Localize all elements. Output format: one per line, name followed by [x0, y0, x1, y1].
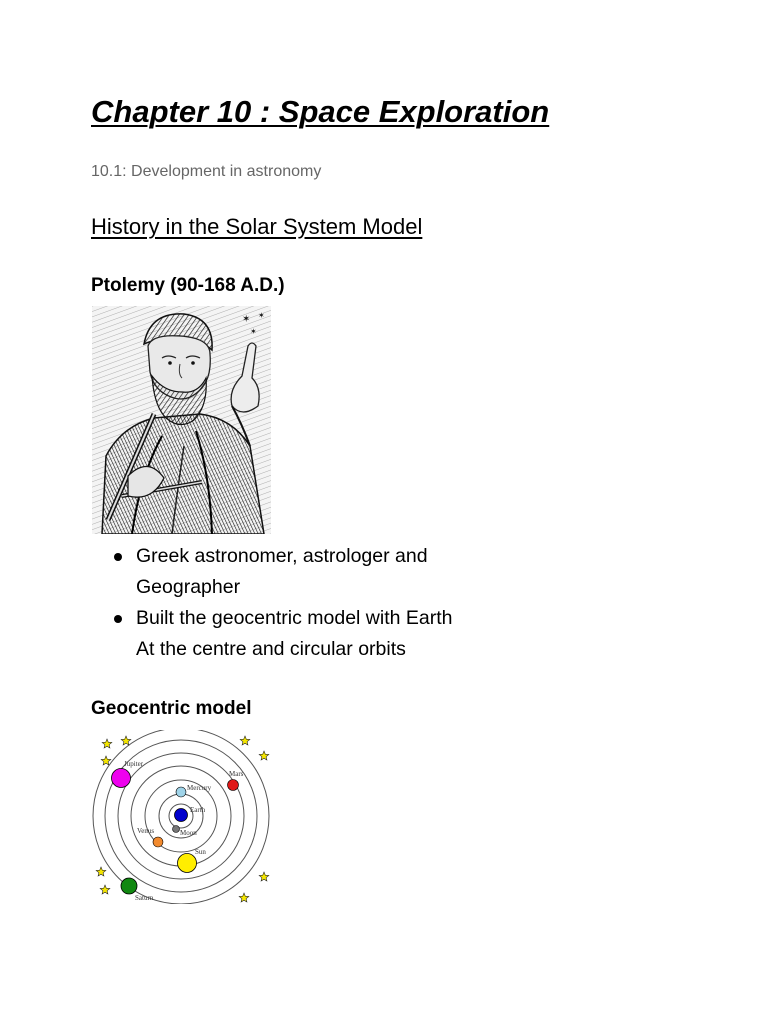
list-item	[111, 541, 531, 603]
mercury-label: Mercury	[187, 784, 212, 792]
chapter-title: Chapter 10 : Space Exploration	[91, 94, 550, 129]
bullet-line: At the centre and circular orbits	[136, 638, 406, 660]
section-heading: History in the Solar System Model	[91, 214, 423, 239]
bullet-line: Built the geocentric model with Earth	[136, 607, 453, 629]
ptolemy-portrait-image	[92, 306, 271, 534]
bullet-icon	[114, 615, 122, 623]
ptolemy-heading: Ptolemy (90-168 A.D.)	[91, 275, 285, 296]
section-subtitle: 10.1: Development in astronomy	[91, 163, 322, 180]
geocentric-model-diagram	[88, 730, 284, 904]
ptolemy-bullet-list	[111, 541, 531, 665]
sun-label: Sun	[195, 848, 206, 856]
mercury-icon	[176, 787, 186, 797]
saturn-icon	[121, 878, 137, 894]
list-item	[111, 603, 531, 665]
bullet-icon	[114, 553, 122, 561]
mars-label: Mars	[229, 770, 244, 778]
earth-icon	[175, 809, 188, 822]
saturn-label: Saturn	[135, 894, 154, 902]
jupiter-label: Jupiter	[124, 760, 144, 768]
svg-text:✶: ✶	[258, 311, 265, 320]
bullet-line: Geographer	[136, 576, 241, 598]
svg-text:✶: ✶	[250, 327, 257, 336]
jupiter-icon	[112, 769, 131, 788]
venus-icon	[153, 837, 163, 847]
svg-text:✶: ✶	[242, 314, 251, 325]
moon-label: Moon	[180, 829, 197, 837]
mars-icon	[228, 780, 239, 791]
bullet-line: Greek astronomer, astrologer and	[136, 545, 428, 567]
earth-label: Earth	[190, 806, 206, 814]
sun-icon	[178, 854, 197, 873]
moon-icon	[173, 826, 180, 833]
geocentric-model-heading: Geocentric model	[91, 698, 252, 719]
venus-label: Venus	[137, 827, 155, 835]
